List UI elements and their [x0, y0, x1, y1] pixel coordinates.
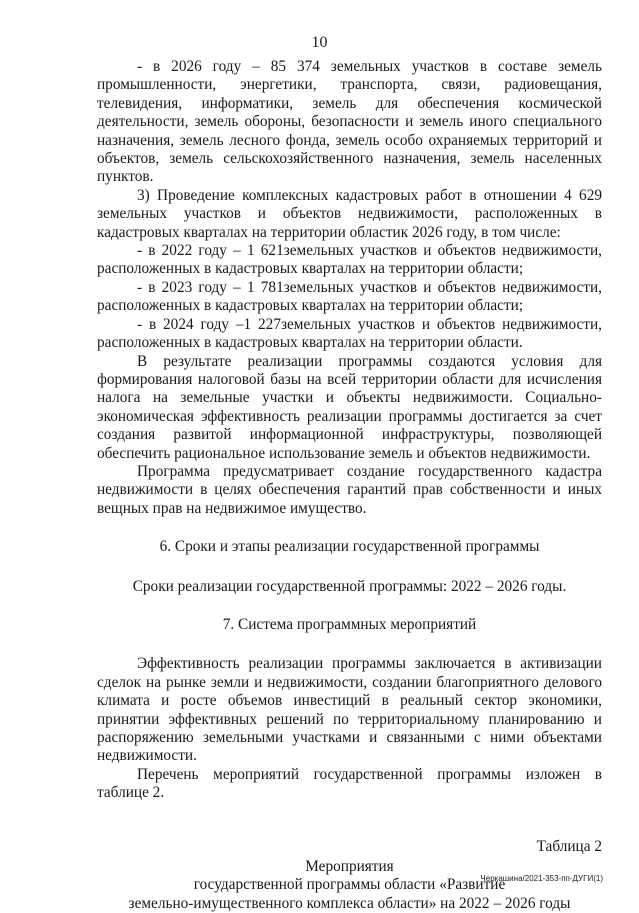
section-7-heading: 7. Система программных мероприятий — [222, 615, 477, 633]
paragraph-program-efficiency: Эффективность реализации программы заключается в активизации сделок на рынке земли и недвижимости, создании благоприятного делового климата и росте объемов инвестиций в реальный сектор экономики, принятии эффективных решений по территориальному планированию и распоряжению земельными участками и связанными с ними объектами недвижимости. — [97, 655, 602, 765]
table-title-line-3: земельно-имущественного комплекса области» на 2022 – 2026 годы — [128, 894, 571, 912]
table-title-line-2: государственной программы области «Развитие — [193, 876, 506, 894]
document-code-footer: Черкашина/2021-353-пп-ДУГИ(1) — [480, 874, 603, 883]
section-6-terms: Сроки реализации государственной программы: 2022 – 2026 годы. — [132, 577, 567, 595]
paragraph-cadastral-works: 3) Проведение комплексных кадастровых работ в отношении 4 629 земельных участков и объектов недвижимости, расположенных в кадастровых кварталах на территории областик 2026 году, в том числе: — [97, 186, 602, 241]
table-label: Таблица 2 — [536, 837, 602, 855]
paragraph-2024-plots: - в 2024 году –1 227земельных участков и объектов недвижимости, расположенных в кадастровых кварталах на территории области. — [97, 315, 602, 352]
document-body — [97, 58, 602, 913]
page-number: 10 — [311, 34, 328, 51]
paragraph-2026-land-plots: - в 2026 году – 85 374 земельных участков в составе земель промышленности, энергетики, транспорта, связи, радиовещания, телевидения, информатики, земель для обеспечения космической деятельности, земель обороны, безопасности и земель иного специального назначения, земель лесного фонда, земель особо охраняемых территорий и объектов, земель сельскохозяйственного назначения, земель населенных пунктов. — [97, 58, 602, 186]
paragraph-2023-plots: - в 2023 году – 1 781земельных участков и объектов недвижимости, расположенных в кадастровых кварталах на территории области; — [97, 278, 602, 315]
paragraph-program-results: В результате реализации программы создаются условия для формирования налоговой базы на всей территории области для исчисления налога на земельные участки и объекты недвижимости. Социально-экономическая эффективность реализации программы достигается за счет создания развитой информационной инфраструктуры, позволяющей обеспечить рациональное использование земель и объектов недвижимости. — [97, 352, 602, 462]
section-6-heading: 6. Сроки и этапы реализации государственной программы — [159, 538, 540, 556]
paragraph-2022-plots: - в 2022 году – 1 621земельных участков и объектов недвижимости, расположенных в кадастровых кварталах на территории области; — [97, 242, 602, 278]
paragraph-cadastre-creation: Программа предусматривает создание государственного кадастра недвижимости в целях обеспечения гарантий прав собственности и иных вещных прав на недвижимое имущество. — [97, 462, 602, 517]
table-title-line-1: Мероприятия — [305, 858, 394, 876]
paragraph-events-list: Перечень мероприятий государственной программы изложен в таблице 2. — [97, 765, 602, 802]
